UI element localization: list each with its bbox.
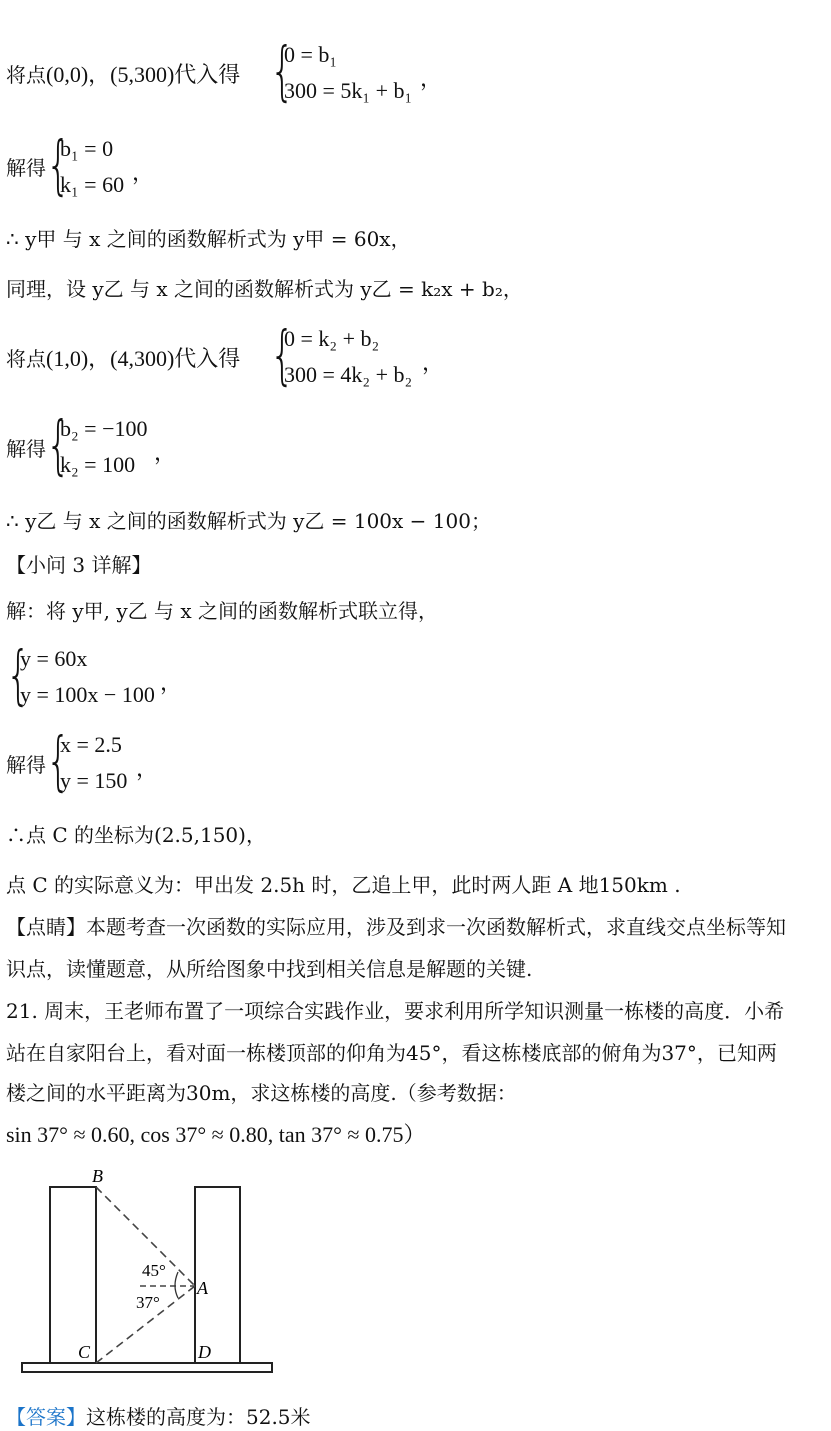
answer-tag: 【答案】 (6, 1405, 86, 1429)
line-comment-2: 识点，读懂题意，从所给图象中找到相关信息是解题的关键. (6, 957, 533, 981)
building-figure (0, 1160, 300, 1390)
line-combine-functions: 解：将 y甲, y乙 与 x 之间的函数解析式联立得， (6, 599, 439, 623)
ground (22, 1363, 272, 1372)
equation-system-2: { b₁ = 0 k₁ = 60 ， (46, 129, 155, 203)
line-y-yi-setup: 同理，设 y乙 与 x 之间的函数解析式为 y乙 = k₂x + b₂， (6, 277, 523, 301)
section-heading-q3: 【小问 3 详解】 (6, 553, 152, 577)
equation-system-6: { x = 2.5 y = 150 ， (46, 725, 159, 799)
angle-arc (175, 1272, 178, 1298)
brace-icon: { (6, 639, 31, 713)
answer-text: 这栋楼的高度为：52.5米 (86, 1405, 311, 1429)
equation-system-5: { y = 60x y = 100x − 100 ， (6, 639, 183, 713)
line-y-jia-result: ∴ y甲 与 x 之间的函数解析式为 y甲 = 60x， (6, 227, 411, 251)
label-d: D (198, 1342, 211, 1362)
brace-icon: { (46, 129, 71, 203)
equation-system-3: { 0 = k₂ + b₂ 300 = 4k₂ + b₂ ， (270, 319, 445, 393)
line-point-c-coordinates: ∴点 C 的坐标为(2.5,150)， (6, 823, 266, 847)
line-substitute-points-1: 将点(0,0)，(5,300)代入得 (6, 62, 241, 87)
line-y-yi-result: ∴ y乙 与 x 之间的函数解析式为 y乙 = 100x − 100； (6, 509, 491, 533)
line-substitute-points-2: 将点(1,0)，(4,300)代入得 (6, 346, 241, 371)
label-b: B (92, 1166, 103, 1186)
line-comment-1: 【点睛】本题考查一次函数的实际应用，涉及到求一次函数解析式，求直线交点坐标等知 (6, 915, 786, 939)
angle-label-37: 37° (136, 1293, 160, 1312)
brace-icon: { (270, 35, 295, 109)
answer-line (6, 1404, 311, 1430)
building-right (195, 1187, 240, 1363)
problem-21-line-1: 21. 周末，王老师布置了一项综合实践作业，要求利用所学知识测量一栋楼的高度．小希 (6, 999, 785, 1023)
problem-21-line-2: 站在自家阳台上，看对面一栋楼顶部的仰角为45°，看这栋楼底部的俯角为37°，已知两 (6, 1041, 777, 1065)
building-left (50, 1187, 96, 1363)
equation-system-4: { b₂ = −100 k₂ = 100 ， (46, 409, 177, 483)
brace-icon: { (270, 319, 295, 393)
line-solve-3: 解得 (6, 753, 46, 777)
line-point-c-meaning: 点 C 的实际意义为：甲出发 2.5h 时，乙追上甲，此时两人距 A 地150km . (6, 873, 681, 897)
equation-system-1: { 0 = b₁ 300 = 5k₁ + b₁ ， (270, 35, 443, 109)
line-solve-1: 解得 (6, 156, 46, 180)
problem-21-line-3: 楼之间的水平距离为30m，求这栋楼的高度.（参考数据： (6, 1081, 517, 1105)
angle-label-45: 45° (142, 1261, 166, 1280)
label-c: C (78, 1342, 91, 1362)
brace-icon: { (46, 409, 71, 483)
line-solve-2: 解得 (6, 437, 46, 461)
label-a: A (197, 1278, 208, 1298)
reference-data: sin 37° ≈ 0.60, cos 37° ≈ 0.80, tan 37° ≈ 0.75） (6, 1122, 426, 1147)
brace-icon: { (46, 725, 71, 799)
